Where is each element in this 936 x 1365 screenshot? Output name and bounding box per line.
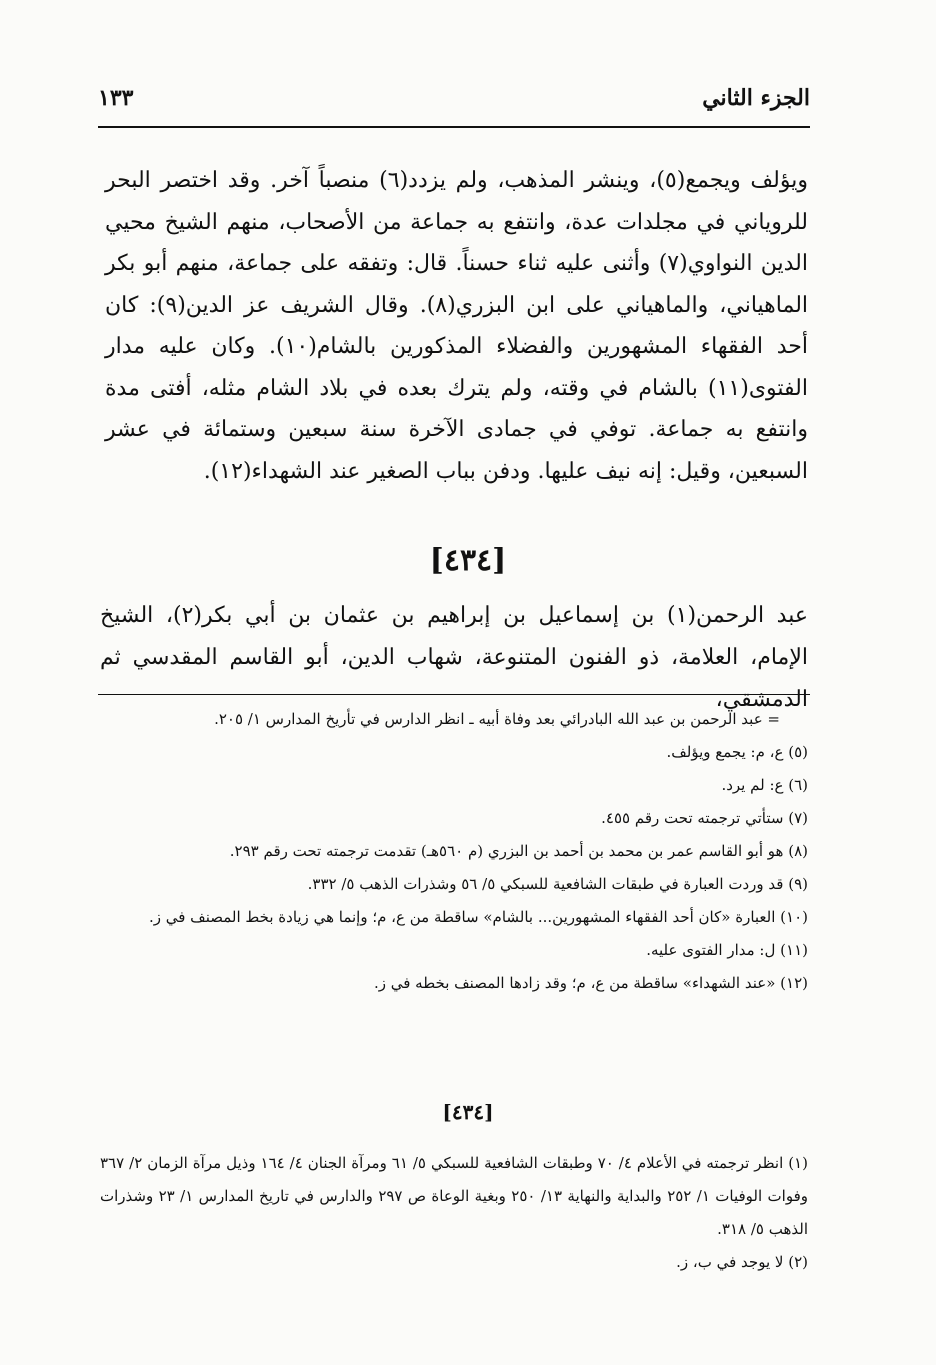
footnote-continuation: = عبد الرحمن بن عبد الله البادرائي بعد وفاة أبيه ـ انظر الدارس في تأريخ المدارس ١/ ٢٠٥. bbox=[214, 710, 780, 728]
running-head bbox=[98, 78, 810, 118]
footnotes-bottom bbox=[100, 1147, 808, 1279]
entry-number: [٤٣٤] bbox=[429, 543, 507, 578]
footnote-7: (٧) ستأتي ترجمته تحت رقم ٤٥٥. bbox=[601, 809, 808, 827]
footnote-6: (٦) ع: لم يرد. bbox=[721, 776, 808, 794]
footnote-11: (١١) ل: مدار الفتوى عليه. bbox=[646, 941, 808, 959]
page-number: ١٣٣ bbox=[98, 85, 134, 111]
part-title: الجزء الثاني bbox=[702, 85, 810, 111]
footnote-entry-2: (٢) لا يوجد في ب، ز. bbox=[676, 1253, 808, 1271]
footnote-8: (٨) هو أبو القاسم عمر بن محمد بن أحمد بن البزري (م ٥٦٠هـ) تقدمت ترجمته تحت رقم ٢٩٣. bbox=[229, 842, 808, 860]
footnote-entry-number: [٤٣٤] bbox=[442, 1100, 494, 1124]
footnotes-top bbox=[100, 703, 808, 1000]
entry-paragraph: عبد الرحمن(١) بن إسماعيل بن إبراهيم بن عثمان بن أبي بكر(٢)، الشيخ الإمام، العلامة، ذو الفنون المتنوعة، شهاب الدين، أبو القاسم المقدسي ثم الدمشقي، bbox=[100, 603, 808, 712]
main-text bbox=[105, 160, 808, 492]
footnote-5: (٥) ع، م: يجمع ويؤلف. bbox=[666, 743, 808, 761]
main-paragraph: ويؤلف ويجمع(٥)، وينشر المذهب، ولم يزدد(٦) منصباً آخر. وقد اختصر البحر للروياني في مجلدات عدة، وانتفع به جماعة من الأصحاب، منهم الشيخ محيي الدين النواوي(٧) وأثنى عليه ثناء حسناً. قال: وتفقه على جماعة، منهم أبو بكر الماهياني، والماهياني على ابن البزري(٨). وقال الشريف عز الدين(٩): كان أحد الفقهاء المشهورين والفضلاء المذكورين بالشام(١٠). وكان عليه مدار الفتوى(١١) بالشام في وقته، ولم يترك بعده في بلاد الشام مثله، أفتى مدة وانتفع به جماعة. توفي في جمادى الآخرة سنة سبعين وستمائة في عشر السبعين، وقيل: إنه نيف عليها. ودفن بباب الصغير عند الشهداء(١٢). bbox=[105, 168, 809, 484]
footnote-rule bbox=[98, 694, 810, 695]
footnote-entry-1: (١) انظر ترجمته في الأعلام ٤/ ٧٠ وطبقات الشافعية للسبكي ٥/ ٦١ ومرآة الجنان ٤/ ١٦٤ وذيل مرآة الزمان ٢/ ٣٦٧ وفوات الوفيات ١/ ٢٥٢ والبداية والنهاية ١٣/ ٢٥٠ وبغية الوعاة ص ٢٩٧ والدارس في تاريخ المدارس ١/ ٢٣ وشذرات الذهب ٥/ ٣١٨. bbox=[100, 1154, 808, 1238]
header-rule bbox=[98, 126, 810, 128]
footnote-12: (١٢) «عند الشهداء» ساقطة من ع، م؛ وقد زادها المصنف بخطه في ز. bbox=[373, 974, 808, 992]
footnote-10: (١٠) العبارة «كان أحد الفقهاء المشهورين... بالشام» ساقطة من ع، م؛ وإنما هي زيادة بخط المصنف في ز. bbox=[148, 908, 808, 926]
footnote-9: (٩) قد وردت العبارة في طبقات الشافعية للسبكي ٥/ ٥٦ وشذرات الذهب ٥/ ٣٣٢. bbox=[307, 875, 808, 893]
